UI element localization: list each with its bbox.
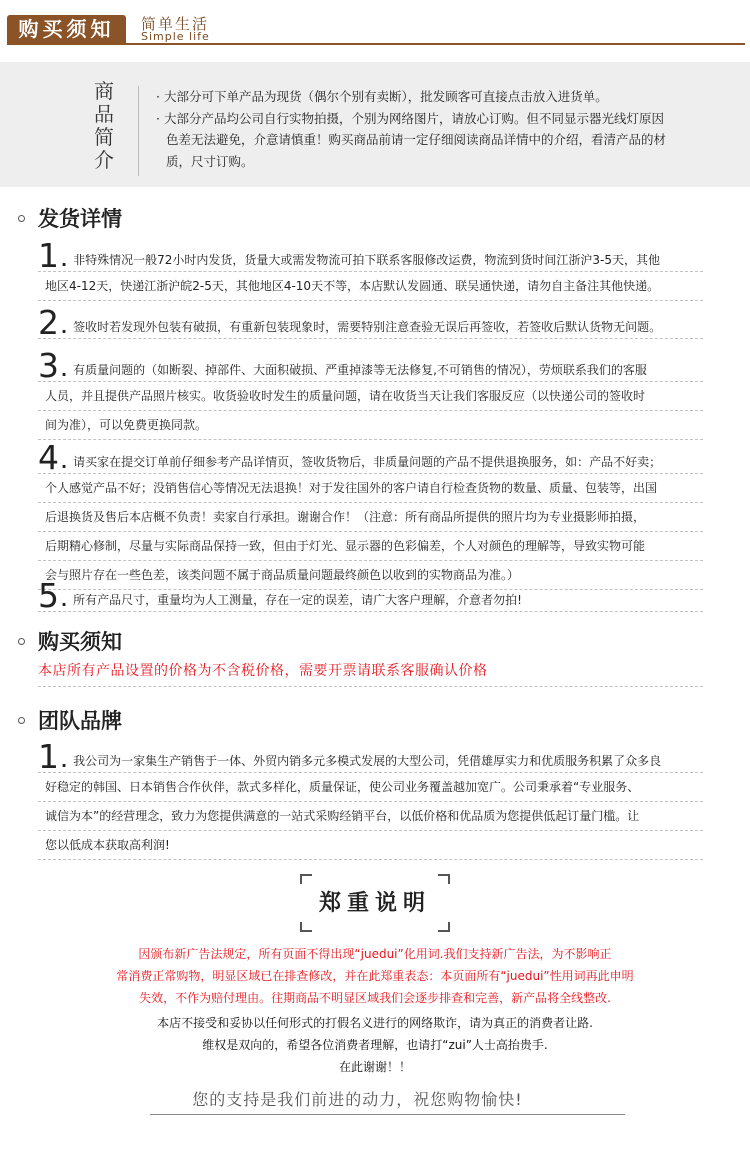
item-row xyxy=(38,236,703,275)
solemn-statement-title: 郑重说明 xyxy=(318,891,431,916)
anti-fraud-line: 本店不接受和妥协以任何形式的打假名义进行的网络欺诈，请为真正的消费者让路. xyxy=(157,1016,593,1030)
footer-thanks: 您的支持是我们前进的动力，祝您购物愉快! xyxy=(192,1090,523,1109)
item-number: 4 xyxy=(38,438,59,477)
item-row xyxy=(38,737,703,776)
shipping-item-2 xyxy=(38,303,703,342)
intro-title-char: 简 xyxy=(94,125,114,149)
section-heading-purchase xyxy=(18,626,122,656)
header-subtitle-cn: 简单生活 xyxy=(141,15,210,33)
intro-line: · 大部分产品均公司自行实物拍摄，个别为网络图片，请放心订购。但不同显示器光线灯原因色差无法避免，介意请慎重！购买商品前请一定仔细阅读商品详情中的介绍，看清产品的材质，尺寸订购。 xyxy=(156,110,667,169)
intro-text xyxy=(156,86,676,172)
number-dot: . xyxy=(61,752,68,771)
shipping-item-1 xyxy=(38,236,703,301)
footer-rule xyxy=(150,1114,625,1115)
corner-bracket-icon xyxy=(300,922,312,932)
intro-title xyxy=(92,80,116,172)
item-row: 诚信为本”的经营理念，致力为您提供满意的一站式采购经销平台，以低价格和优品质为您提供低起订量门槛。让 xyxy=(38,802,703,831)
corner-bracket-icon xyxy=(438,922,450,932)
number-dot: . xyxy=(61,591,68,610)
item-row: 您以低成本获取高利润! xyxy=(38,831,703,860)
intro-line: · 大部分可下单产品为现货（偶尔个别有卖断），批发顾客可直接点击放入进货单。 xyxy=(156,89,608,104)
brand-item-1 xyxy=(38,737,703,860)
number-dot: . xyxy=(61,318,68,337)
section-heading-text: 发货详情 xyxy=(38,207,122,231)
intro-divider xyxy=(138,86,139,176)
circle-bullet-icon xyxy=(18,638,25,645)
shipping-item-4 xyxy=(38,438,703,590)
solemn-statement-title-frame xyxy=(300,874,450,932)
item-number: 2 xyxy=(38,303,59,342)
intro-title-char: 介 xyxy=(94,148,114,172)
page-header xyxy=(0,0,750,62)
product-intro-panel xyxy=(0,62,750,187)
item-row xyxy=(38,576,703,615)
intro-title-char: 品 xyxy=(94,102,114,126)
item-row xyxy=(38,438,703,477)
ad-law-line: 常消费正常购物，明显区域已在排查修改，并在此郑重表态：本页面所有“juedui”性用词再此申明 xyxy=(116,969,634,983)
anti-fraud-line: 在此谢谢！！ xyxy=(338,1060,411,1074)
item-number: 1 xyxy=(38,236,59,275)
item-row xyxy=(38,303,703,342)
number-dot: . xyxy=(61,453,68,472)
corner-bracket-icon xyxy=(300,874,312,884)
item-row: 个人感觉产品不好；没销售信心等情况无法退换！对于发往国外的客户请自行检查货物的数量、质量、包装等，出国 xyxy=(38,474,703,503)
item-number: 3 xyxy=(38,346,59,385)
header-subtitle-en: Simple life xyxy=(141,30,210,43)
section-heading-text: 团队品牌 xyxy=(38,709,122,733)
item-row: 人员，并且提供产品照片核实。收货验收时发生的质量问题，请在收货当天让我们客服反应（以快递公司的签收时 xyxy=(38,382,703,411)
item-text: 非特殊情况一般72小时内发货，货量大或需发物流可拍下联系客服修改运费，物流到货时间江浙沪3-5天，其他 xyxy=(73,253,660,267)
item-row xyxy=(38,346,703,385)
intro-title-char: 商 xyxy=(94,79,114,103)
item-row: 好稳定的韩国、日本销售合作伙伴，款式多样化，质量保证，使公司业务覆盖越加宽广。公司秉承着“专业服务、 xyxy=(38,773,703,802)
shipping-item-3 xyxy=(38,346,703,440)
item-text: 所有产品尺寸，重量均为人工测量，存在一定的误差，请广大客户理解，介意者勿拍! xyxy=(73,593,522,607)
section-heading-brand xyxy=(18,705,122,735)
number-dot: . xyxy=(61,361,68,380)
item-text: 请买家在提交订单前仔细参考产品详情页，签收货物后，非质量问题的产品不提供退换服务，如：产品不好卖； xyxy=(73,455,662,469)
item-text: 签收时若发现外包装有破损，有重新包装现象时，需要特别注意查验无误后再签收，若签收后默认货物无问题。 xyxy=(73,320,662,334)
item-text: 我公司为一家集生产销售于一体、外贸内销多元多模式发展的大型公司，凭借雄厚实力和优质服务积累了众多良 xyxy=(73,754,662,768)
item-number: 5 xyxy=(38,576,59,615)
section-heading-shipping xyxy=(18,203,122,233)
item-row: 地区4-12天，快递江浙沪皖2-5天，其他地区4-10天不等，本店默认发圆通、联吴通快递，请勿自主备注其他快递。 xyxy=(38,272,703,301)
circle-bullet-icon xyxy=(18,717,25,724)
tax-price-notice: 本店所有产品设置的价格为不含税价格，需要开票请联系客服确认价格 xyxy=(38,655,703,687)
header-badge: 购买须知 xyxy=(7,15,126,44)
ad-law-notice xyxy=(80,943,670,1009)
ad-law-line: 因颁布新广告法规定，所有页面不得出现“juedui”化用词.我们支持新广告法，为不影响正 xyxy=(138,947,612,961)
item-row: 后期精心修制，尽量与实际商品保持一致，但由于灯光、显示器的色彩偏差，个人对颜色的理解等，导致实物可能 xyxy=(38,532,703,561)
item-number: 1 xyxy=(38,737,59,776)
header-rule xyxy=(7,43,745,45)
item-text: 有质量问题的（如断裂、掉部件、大面积破损、严重掉漆等无法修复,不可销售的情况），劳烦联系我们的客服 xyxy=(73,363,647,377)
number-dot: . xyxy=(61,251,68,270)
shipping-item-5 xyxy=(38,576,703,615)
item-row: 后退换货及售后本店概不负责！卖家自行承担。谢谢合作！（注意：所有商品所提供的照片均为专业摄影师拍摄， xyxy=(38,503,703,532)
anti-fraud-notice xyxy=(100,1012,650,1078)
corner-bracket-icon xyxy=(438,874,450,884)
ad-law-line: 失效，不作为赔付理由。往期商品不明显区域我们会逐步排查和完善，新产品将全线整改. xyxy=(139,991,611,1005)
section-heading-text: 购买须知 xyxy=(38,630,122,654)
item-row: 间为准），可以免费更换同款。 xyxy=(38,411,703,440)
circle-bullet-icon xyxy=(18,215,25,222)
anti-fraud-line: 维权是双向的，希望各位消费者理解，也请打“zui”人士高抬贵手. xyxy=(202,1038,548,1052)
item-row: 会与照片存在一些色差，该类问题不属于商品质量问题最终颜色以收到的实物商品为准。） xyxy=(38,561,703,590)
